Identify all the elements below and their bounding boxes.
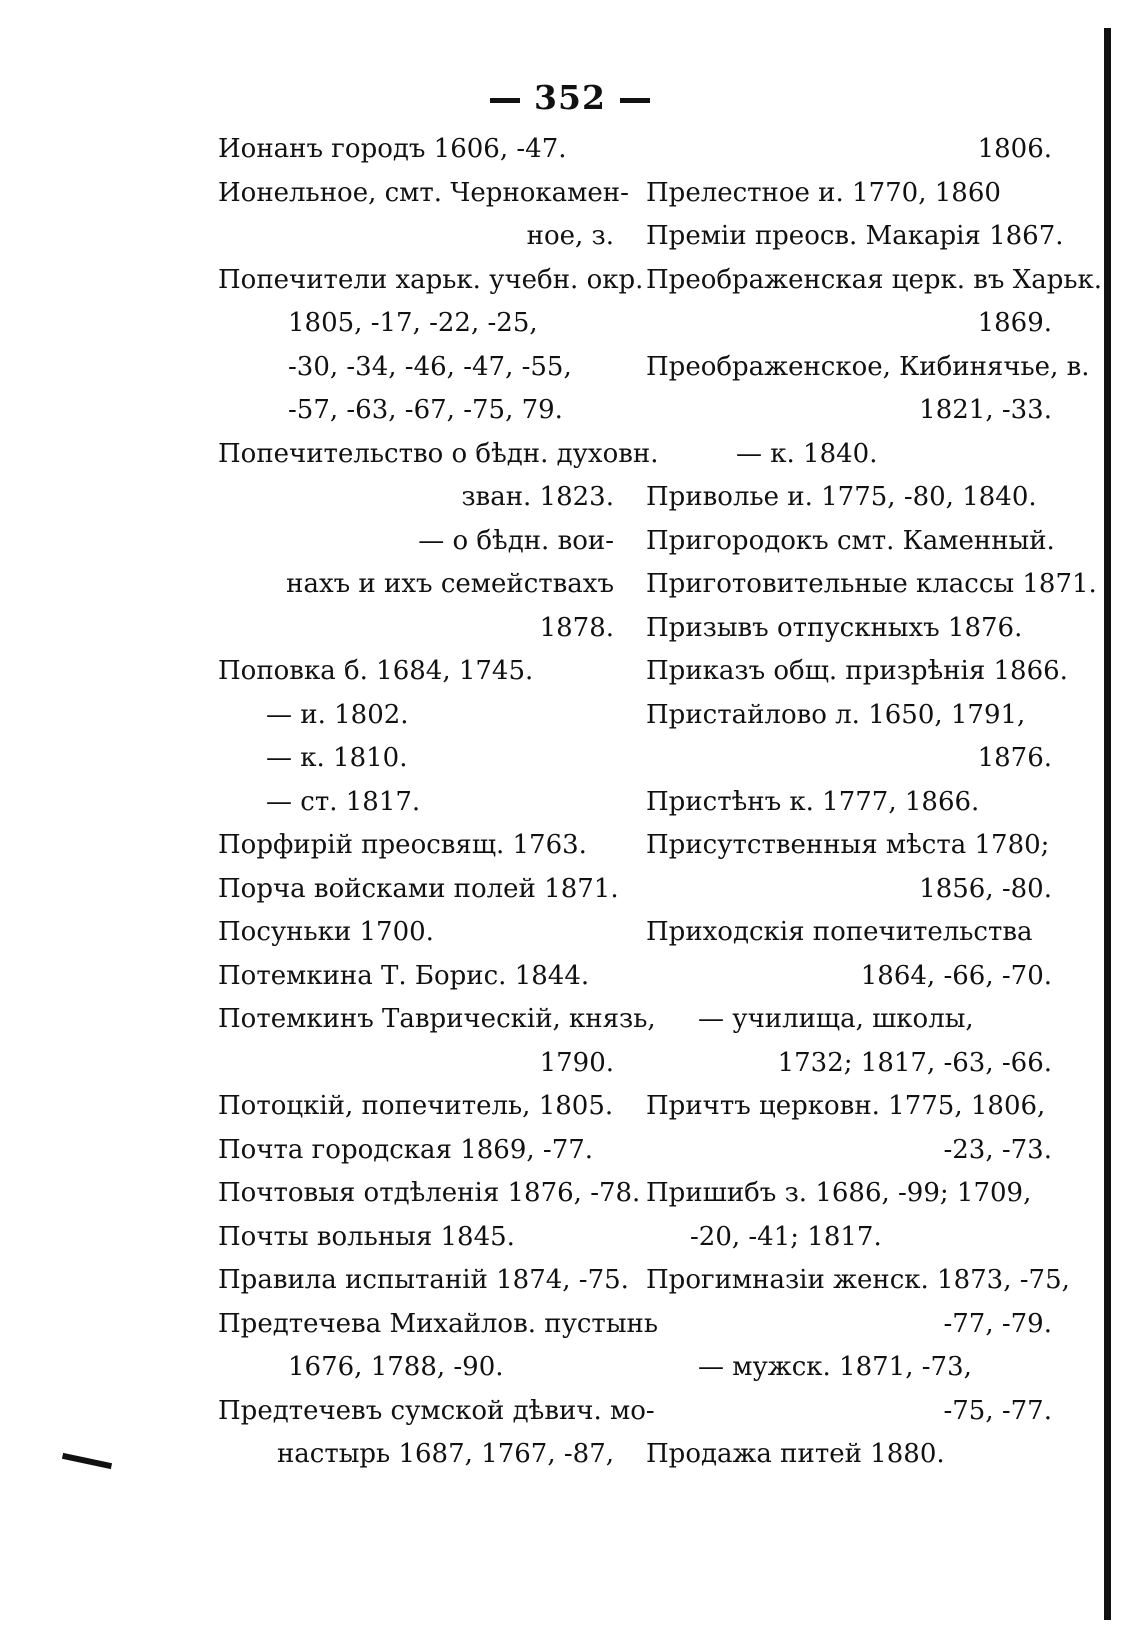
index-entry-line: 1878. <box>539 612 614 643</box>
index-entry-line: Приготовительные классы 1871. <box>646 569 1097 599</box>
index-entry-line: Прогимназіи женск. 1873, -75, <box>646 1265 1070 1295</box>
index-entry-line: Приволье и. 1775, -80, 1840. <box>646 482 1037 512</box>
index-entry-line: Порфирій преосвящ. 1763. <box>218 830 587 860</box>
index-entry-line: Преображенское, Кибинячье, в. <box>646 351 1090 382</box>
index-entry-line: Пришибъ з. 1686, -99; 1709, <box>646 1178 1032 1208</box>
index-entry-line: — к. 1810. <box>266 743 408 773</box>
page-header <box>0 78 1140 117</box>
index-entry-line: — ст. 1817. <box>266 786 421 817</box>
index-entry-line: Преміи преосв. Макарія 1867. <box>646 221 1064 251</box>
index-entry-line: 1876. <box>977 743 1052 773</box>
index-entry-line: Поповка б. 1684, 1745. <box>218 656 534 686</box>
index-entry-line: Преображенская церк. въ Харьк. <box>646 264 1103 295</box>
index-entry-line: Присутственныя мѣста 1780; <box>646 830 1050 860</box>
index-entry-line: ное, з. <box>526 221 614 251</box>
page-edge-rule <box>1104 28 1111 1620</box>
index-entry-line: — мужск. 1871, -73, <box>698 1352 972 1382</box>
index-entry-line: Предтечевъ сумской дѣвич. мо- <box>218 1395 655 1426</box>
index-entry-line: Почты вольныя 1845. <box>218 1221 515 1252</box>
header-dash-left <box>490 98 520 103</box>
index-entry-line: Приходскія попечительства <box>646 917 1033 947</box>
index-entry-line: Попечители харьк. учебн. окр. <box>218 264 644 295</box>
index-entry-line: -75, -77. <box>943 1395 1052 1426</box>
index-entry-line: Почтовыя отдѣленія 1876, -78. <box>218 1178 641 1208</box>
index-entry-line: — к. 1840. <box>736 438 878 469</box>
index-entry-line: 1864, -66, -70. <box>860 960 1052 991</box>
index-entry-line: Ионанъ городъ 1606, -47. <box>218 134 567 164</box>
index-entry-line: Потоцкій, попечитель, 1805. <box>218 1091 614 1121</box>
index-entry-line: -77, -79. <box>943 1308 1052 1339</box>
index-entry-line: Продажа питей 1880. <box>646 1439 945 1469</box>
header-dash-right <box>620 98 650 103</box>
index-entry-line: Причтъ церковн. 1775, 1806, <box>646 1091 1046 1121</box>
index-entry-line: Прелестное и. 1770, 1860 <box>646 177 1001 208</box>
corner-pen-mark <box>62 1453 112 1469</box>
right-index-column <box>646 128 1103 1477</box>
index-entry-line: Пригородокъ смт. Каменный. <box>646 525 1055 556</box>
index-entry-line: -57, -63, -67, -75, 79. <box>288 395 563 425</box>
index-entry-line: — училища, школы, <box>698 1004 974 1034</box>
index-entry-line: 1821, -33. <box>919 395 1052 425</box>
index-entry-line: 1790. <box>539 1047 614 1078</box>
index-entry-line: Пристѣнъ к. 1777, 1866. <box>646 786 980 817</box>
index-entry-line: Потемкинъ Таврическій, князь, <box>218 1004 656 1034</box>
index-entry-line: Почта городская 1869, -77. <box>218 1134 594 1165</box>
index-entry-line: Попечительство о бѣдн. духовн. <box>218 438 659 469</box>
left-index-column <box>218 128 659 1477</box>
index-entry-line: 1806. <box>977 134 1052 164</box>
index-entry-line: -23, -73. <box>943 1134 1052 1165</box>
index-entry-line: 1869. <box>977 308 1052 338</box>
index-entry-line: Правила испытаній 1874, -75. <box>218 1265 629 1295</box>
index-entry-line: 1805, -17, -22, -25, <box>288 308 538 338</box>
index-entry-line: Порча войсками полей 1871. <box>218 873 619 904</box>
index-entry-line: -30, -34, -46, -47, -55, <box>288 351 572 382</box>
index-entry-line: 1676, 1788, -90. <box>288 1352 504 1382</box>
index-entry-line: — и. 1802. <box>266 699 409 730</box>
index-entry-line: Призывъ отпускныхъ 1876. <box>646 612 1023 643</box>
index-entry-line: Предтечева Михайлов. пустынь <box>218 1308 658 1339</box>
index-entry-line: 1732; 1817, -63, -66. <box>777 1047 1052 1078</box>
index-entry-line: Пристайлово л. 1650, 1791, <box>646 699 1026 730</box>
index-entry-line: настырь 1687, 1767, -87, <box>276 1439 614 1469</box>
page-number: 352 <box>534 78 606 117</box>
index-entry-line: 1856, -80. <box>919 873 1052 904</box>
index-entry-line: -20, -41; 1817. <box>690 1221 882 1252</box>
index-entry-line: нахъ и ихъ семействахъ <box>286 569 614 599</box>
index-entry-line: Ионельное, смт. Чернокамен- <box>218 177 629 208</box>
index-entry-line: Посуньки 1700. <box>218 917 434 947</box>
index-entry-line: Приказъ общ. призрѣнія 1866. <box>646 656 1068 686</box>
index-entry-line: Потемкина Т. Борис. 1844. <box>218 960 590 991</box>
index-entry-line: — о бѣдн. вои- <box>418 525 614 556</box>
index-entry-line: зван. 1823. <box>461 482 614 512</box>
